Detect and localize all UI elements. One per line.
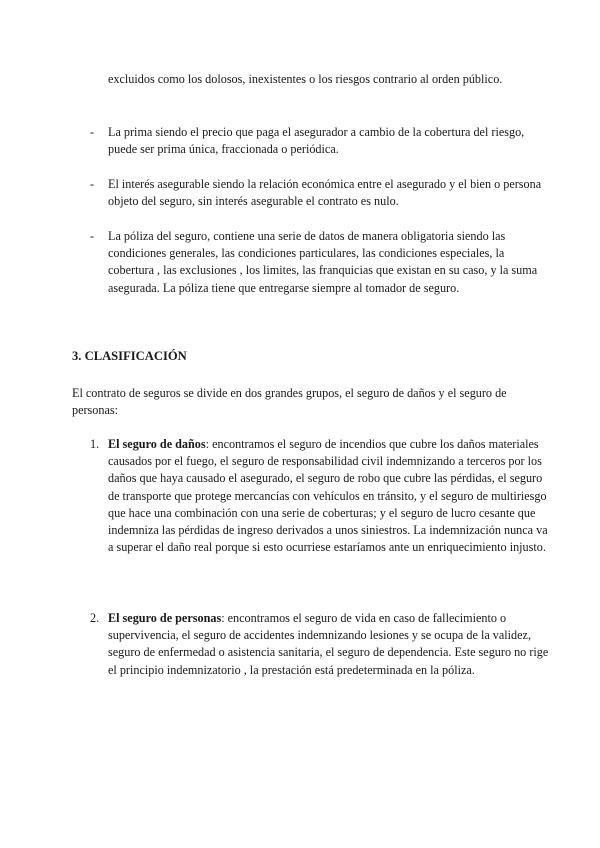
numbered-text	[108, 610, 550, 679]
bullet-dash: -	[90, 125, 95, 139]
bullet-text: El interés asegurable siendo la relación económica entre el asegurado y el bien o persona objeto del seguro, sin interés asegurable el contrato es nulo.	[108, 177, 542, 209]
term-bold: El seguro de personas	[108, 611, 222, 625]
section-heading: 3. CLASIFICACIÓN	[72, 349, 187, 363]
numbered-item-danos	[90, 436, 550, 556]
continuation-paragraph: excluidos como los dolosos, inexistentes o los riesgos contrario al orden público.	[108, 72, 503, 86]
term-description: : encontramos el seguro de incendios que cubre los daños materiales causados por el fuego, el seguro de responsabilidad civil indemnizando a terceros por los daños que haya causado el asegurado, el seguro de robo que cubre las pérdidas, el seguro de transporte que protege mercancías con vehículos en tránsito, y el seguro de multiriesgo que hace una combinación con una serie de coberturas; y el seguro de lucro cesante que indemniza las pérdidas de ingreso derivados a unos siniestros. La indemnización nunca va a superar el daño real porque si esto ocurriese estaríamos ante un enriquecimiento injusto.	[108, 437, 548, 555]
term-bold: El seguro de daños	[108, 437, 206, 451]
bullet-text: La prima siendo el precio que paga el asegurador a cambio de la cobertura del riesgo, puede ser prima única, fraccionada o periódica.	[108, 125, 525, 157]
bullet-item-prima	[90, 124, 550, 158]
list-number: 1.	[90, 437, 100, 451]
bullet-item-poliza	[90, 228, 550, 297]
bullet-text: La póliza del seguro, contiene una serie de datos de manera obligatoria siendo las condiciones generales, las condiciones particulares, las condiciones especiales, la cobertura , las exclusiones , los limites, las franquicias que existan en su caso, y la suma asegurada. La póliza tiene que entregarse siempre al tomador de seguro.	[108, 229, 538, 295]
list-number: 2.	[90, 611, 100, 625]
bullet-dash: -	[90, 177, 95, 191]
term-description: : encontramos el seguro de vida en caso de fallecimiento o supervivencia, el seguro de accidentes indemnizando lesiones y se ocupa de la validez, seguro de enfermedad o asistencia sanitaria, el seguro de dependencia. Este seguro no rige el principio indemnizatorio , la prestación está predeterminada en la póliza.	[108, 611, 549, 677]
numbered-text	[108, 436, 550, 556]
bullet-item-interes	[90, 176, 550, 210]
bullet-dash: -	[90, 229, 95, 243]
numbered-item-personas	[90, 610, 550, 679]
intro-paragraph: El contrato de seguros se divide en dos grandes grupos, el seguro de daños y el seguro de personas:	[72, 386, 507, 418]
